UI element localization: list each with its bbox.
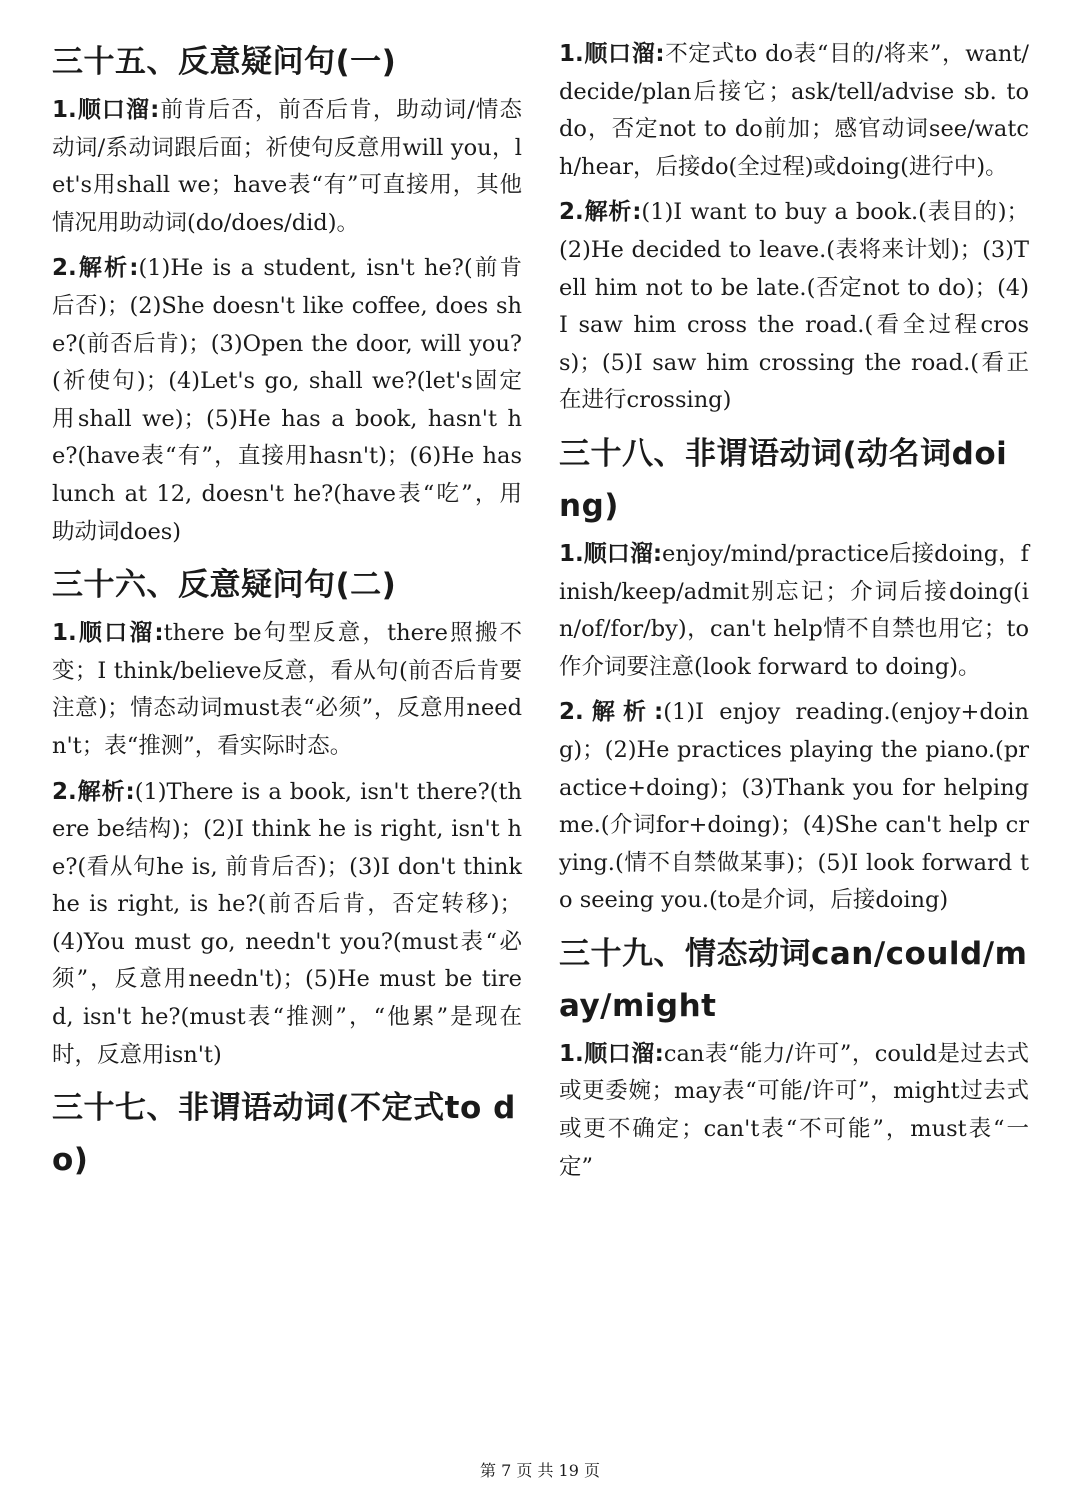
analysis-label: 2.解析:	[52, 255, 139, 282]
section-title: 三十五、反意疑问句(一)	[52, 44, 397, 80]
mnemonic-text: enjoy/mind/practice后接doing，finish/keep/admit别忘记；介词后接doing(in/of/for/by)，can't help情不自禁也用它；to作介词要注意(look forward to doing)。	[559, 540, 1029, 680]
mnemonic-text: there be句型反意，there照搬不变；I think/believe反意，看从句(前否后肯要注意)；情态动词must表“必须”，反意用needn't；表“推测”，看实际时态。	[52, 620, 522, 759]
analysis-label: 2.解析:	[559, 699, 664, 726]
right-column	[559, 36, 1029, 1194]
analysis-paragraph	[52, 774, 522, 1075]
analysis-paragraph	[559, 194, 1029, 420]
analysis-text: (1)I enjoy reading.(enjoy+doing)；(2)He practices playing the piano.(practice+doing)；(3)Thank you for helping me.(介词for+doing)；(4)She can't help crying.(情不自禁做某事)；(5)I look forward to seeing you.(to是介词，后接doing)	[559, 699, 1029, 914]
analysis-text: (1)I want to buy a book.(表目的)；(2)He decided to leave.(表将来计划)；(3)Tell him not to be late.(否定not to do)；(4)I saw him cross the road.(看全过程cross)；(5)I saw him crossing the road.(看正在进行crossing)	[559, 199, 1029, 414]
mnemonic-paragraph	[559, 36, 1029, 186]
mnemonic-text: 不定式to do表“目的/将来”，want/decide/plan后接它；ask/tell/advise sb. to do，否定not to do前加；感官动词see/watch/hear，后接do(全过程)或doing(进行中)。	[559, 41, 1029, 180]
section-title: 三十九、情态动词can/could/may/might	[559, 935, 1028, 1024]
mnemonic-paragraph	[559, 1036, 1029, 1186]
mnemonic-paragraph	[559, 536, 1029, 686]
mnemonic-label: 1.顺口溜:	[52, 620, 164, 647]
mnemonic-paragraph	[52, 92, 522, 242]
mnemonic-text: can表“能力/许可”，could是过去式或更委婉；may表“可能/许可”，might过去式或更不确定；can't表“不可能”，must表“一定”	[559, 1040, 1029, 1180]
analysis-text: (1)There is a book, isn't there?(there be结构)；(2)I think he is right, isn't he?(看从句he is, 前肯后否)；(3)I don't think he is right, is he?(前否后肯，否定转移)；(4)You must go, needn't you?(must表“必须”，反意用needn't)；(5)He must be tired, isn't he?(must表“推测”，“他累”是现在时，反意用isn't)	[52, 778, 522, 1068]
mnemonic-label: 1.顺口溜:	[559, 41, 665, 67]
analysis-paragraph	[559, 694, 1029, 920]
analysis-paragraph	[52, 250, 522, 551]
mnemonic-label: 1.顺口溜:	[52, 97, 160, 123]
section-title: 三十六、反意疑问句(二)	[52, 567, 397, 604]
page-number: 第 7 页 共 19 页	[480, 1461, 600, 1480]
mnemonic-label: 1.顺口溜:	[559, 1040, 664, 1067]
mnemonic-paragraph	[52, 615, 522, 765]
section-title: 三十七、非谓语动词(不定式to do)	[52, 1090, 516, 1179]
analysis-text: (1)He is a student, isn't he?(前肯后否)；(2)She doesn't like coffee, does she?(前否后肯)；(3)Open the door, will you?(祈使句)；(4)Let's go, shall we?(let's固定用shall we)；(5)He has a book, hasn't he?(have表“有”，直接用hasn't)；(6)He has lunch at 12, doesn't he?(have表“吃”，用助动词does)	[52, 255, 522, 545]
analysis-label: 2.解析:	[52, 778, 135, 805]
section-title: 三十八、非谓语动词(动名词doing)	[559, 435, 1008, 524]
mnemonic-text: 前肯后否，前否后肯，助动词/情态动词/系动词跟后面；祈使句反意用will you，let's用shall we；have表“有”可直接用，其他情况用助动词(do/does/did)。	[52, 97, 522, 236]
left-column	[52, 36, 522, 1190]
analysis-label: 2.解析:	[559, 199, 642, 226]
mnemonic-label: 1.顺口溜:	[559, 540, 663, 567]
